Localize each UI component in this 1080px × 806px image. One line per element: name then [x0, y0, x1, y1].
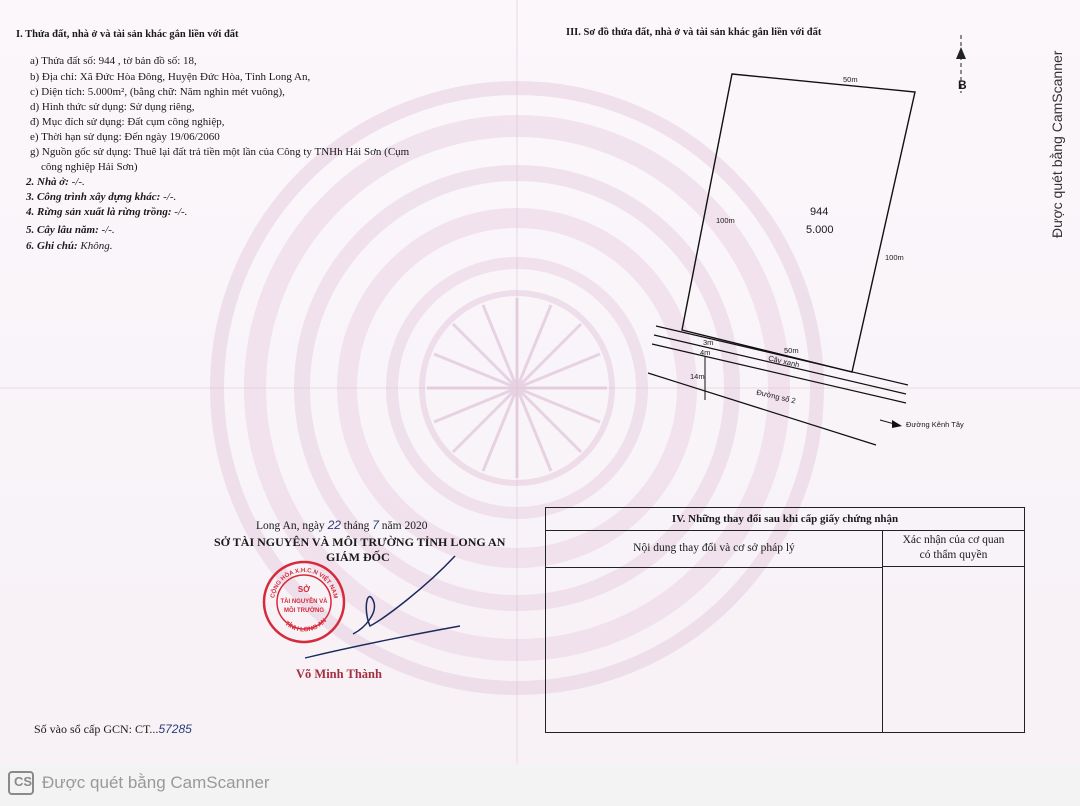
- scanner-side-watermark: Được quét bằng CamScanner: [1049, 50, 1065, 238]
- land-line-usage-form: d) Hình thức sử dụng: Sử dụng riêng,: [30, 101, 195, 113]
- changes-col-confirm: Xác nhận của cơ quan có thẩm quyền: [882, 530, 1024, 567]
- north-label: B: [958, 78, 967, 92]
- svg-text:TỈNH LONG AN: TỈNH LONG AN: [283, 617, 329, 634]
- canal-road-label: Đường Kênh Tây: [906, 420, 964, 429]
- position-title: GIÁM ĐỐC: [326, 550, 390, 564]
- svg-text:CỘNG HÒA X.H.C.N VIỆT NAM: CỘNG HÒA X.H.C.N VIỆT NAM: [270, 567, 338, 600]
- changes-table-title: IV. Những thay đổi sau khi cấp giấy chứng nhận: [546, 508, 1024, 531]
- date-month: 7: [372, 518, 379, 532]
- land-line-term: e) Thời hạn sử dụng: Đến ngày 19/06/2060: [30, 131, 220, 143]
- date-day: 22: [327, 518, 341, 532]
- changes-col-divider: [882, 567, 883, 732]
- scanner-footer-text: Được quét bằng CamScanner: [42, 773, 270, 792]
- item-forest: 4. Rừng sản xuất là rừng trồng: -/-.: [26, 206, 188, 218]
- section-land-header: I. Thửa đất, nhà ở và tài sản khác gắn liền với đất: [16, 29, 239, 40]
- item-note: 6. Ghi chú: Không.: [26, 240, 113, 252]
- parcel-area: 5.000: [806, 224, 834, 236]
- land-line-area: c) Diện tích: 5.000m², (bằng chữ: Năm nghìn mét vuông),: [30, 86, 285, 98]
- land-line-address: b) Địa chỉ: Xã Đức Hòa Đông, Huyện Đức Hòa, Tỉnh Long An,: [30, 71, 311, 83]
- changes-table: [545, 507, 1025, 733]
- section-map-header: III. Sơ đồ thửa đất, nhà ở và tài sản khác gắn liền với đất: [566, 27, 822, 38]
- width-green-label: 3m: [703, 338, 714, 347]
- registry-number: 57285: [158, 722, 192, 736]
- land-line-parcel: a) Thửa đất số: 944 , tờ bản đồ số: 18,: [30, 55, 197, 67]
- land-line-purpose: đ) Mục đích sử dụng: Đất cụm công nghiệp,: [30, 116, 225, 128]
- svg-text:TÀI NGUYÊN VÀ: TÀI NGUYÊN VÀ: [280, 599, 328, 605]
- svg-text:MÔI TRƯỜNG: MÔI TRƯỜNG: [283, 608, 325, 614]
- parcel-number: 944: [810, 206, 829, 218]
- item-other-construction: 3. Công trình xây dựng khác: -/-.: [26, 191, 177, 203]
- signer-name: Võ Minh Thành: [296, 667, 382, 681]
- handwritten-signature: [275, 548, 475, 673]
- date-line: Long An, ngày 22 tháng 7 năm 2020: [256, 518, 428, 532]
- width-road-a-label: 4m: [700, 348, 711, 357]
- width-road-b-label: 14m: [690, 372, 705, 381]
- land-line-origin: g) Nguồn gốc sử dụng: Thuê lại đất trả tiền một lần của Công ty TNHh Hải Sơn (Cụm: [30, 146, 410, 158]
- agency-name: SỞ TÀI NGUYÊN VÀ MÔI TRƯỜNG TỈNH LONG AN: [214, 535, 506, 549]
- item-house: 2. Nhà ở: -/-.: [26, 176, 85, 188]
- registry-line: Số vào sổ cấp GCN: CT...57285: [34, 722, 192, 736]
- edge-bottom-label: 50m: [784, 346, 799, 355]
- changes-col-content: Nội dung thay đổi và cơ sở pháp lý: [546, 530, 882, 568]
- svg-text:SỞ: SỞ: [297, 585, 311, 594]
- camscanner-logo-icon: CS: [8, 771, 34, 795]
- land-line-origin-cont: công nghiệp Hải Sơn): [30, 161, 138, 173]
- green-strip-label: Cây xanh: [767, 353, 801, 370]
- road-label: Đường số 2: [755, 387, 797, 406]
- edge-right-label: 100m: [885, 253, 904, 262]
- edge-left-label: 100m: [716, 216, 735, 225]
- item-perennial: 5. Cây lâu năm: -/-.: [26, 224, 115, 236]
- edge-top-label: 50m: [843, 75, 858, 84]
